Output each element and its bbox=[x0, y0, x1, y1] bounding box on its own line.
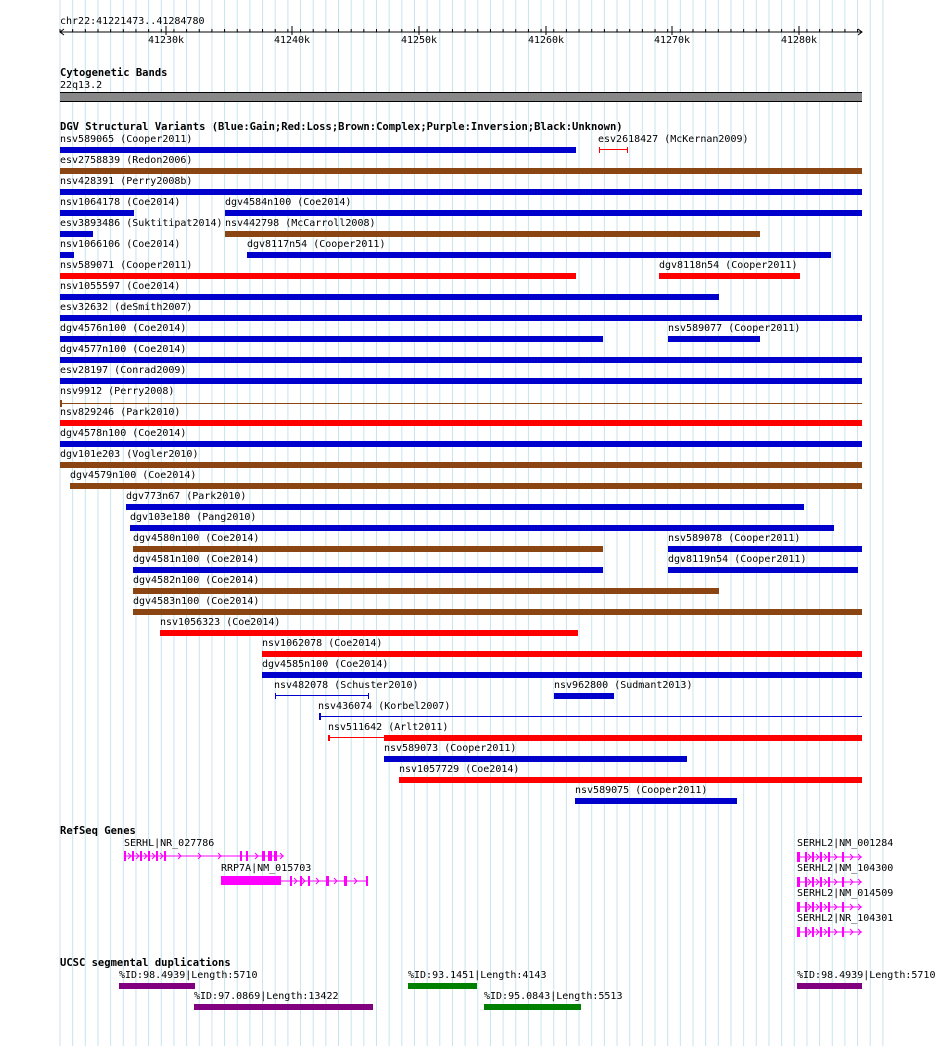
variant-label[interactable]: dgv8118n54 (Cooper2011) bbox=[659, 260, 798, 271]
segdup-track-title: UCSC segmental duplications bbox=[60, 957, 231, 969]
variant-label[interactable]: nsv1055597 (Coe2014) bbox=[60, 281, 181, 292]
variant-label[interactable]: dgv773n67 (Park2010) bbox=[126, 491, 247, 502]
gene-exon bbox=[812, 877, 814, 887]
gene-exon bbox=[842, 902, 844, 912]
variant-label[interactable]: nsv589071 (Cooper2011) bbox=[60, 260, 193, 271]
gene-label[interactable]: SERHL2|NR_104301 bbox=[797, 913, 894, 924]
variant-label[interactable]: nsv511642 (Arlt2011) bbox=[328, 722, 449, 733]
variant-label[interactable]: esv2758839 (Redon2006) bbox=[60, 155, 193, 166]
variant-label[interactable]: dgv4578n100 (Coe2014) bbox=[60, 428, 187, 439]
segdup-label[interactable]: %ID:93.1451|Length:4143 bbox=[408, 970, 547, 981]
segdup-bar[interactable] bbox=[797, 983, 862, 989]
segdup-bar[interactable] bbox=[119, 983, 195, 989]
variant-label[interactable]: nsv1066106 (Coe2014) bbox=[60, 239, 181, 250]
variant-label[interactable]: nsv589078 (Cooper2011) bbox=[668, 533, 801, 544]
gene-exon bbox=[797, 927, 800, 937]
gene-exon bbox=[366, 876, 368, 886]
gene-exon bbox=[344, 876, 347, 886]
gene-exon bbox=[820, 852, 822, 862]
variant-label[interactable]: nsv442798 (McCarroll2008) bbox=[225, 218, 376, 229]
variant-label[interactable]: dgv8117n54 (Cooper2011) bbox=[247, 239, 386, 250]
gene-exon bbox=[240, 851, 242, 861]
variant-label[interactable]: nsv589075 (Cooper2011) bbox=[575, 785, 708, 796]
dgv-track-title: DGV Structural Variants (Blue:Gain;Red:Loss;Brown:Complex;Purple:Inversion;Black:Unknown) bbox=[60, 121, 623, 133]
gene-exon bbox=[274, 851, 277, 861]
gene-exon bbox=[221, 876, 281, 885]
gene-exon bbox=[262, 851, 265, 861]
variant-label[interactable]: nsv1056323 (Coe2014) bbox=[160, 617, 281, 628]
gene-exon bbox=[148, 851, 150, 861]
gene-exon bbox=[797, 902, 800, 912]
gene-exon bbox=[797, 852, 800, 862]
gene-exon bbox=[797, 877, 800, 887]
variant-label[interactable]: nsv1062078 (Coe2014) bbox=[262, 638, 383, 649]
variant-label[interactable]: nsv589073 (Cooper2011) bbox=[384, 743, 517, 754]
gene-exon bbox=[246, 851, 248, 861]
variant-label[interactable]: esv2618427 (McKernan2009) bbox=[598, 134, 749, 145]
variant-label[interactable]: dgv103e180 (Pang2010) bbox=[130, 512, 257, 523]
gene-exon bbox=[805, 852, 807, 862]
variant-label[interactable]: dgv4582n100 (Coe2014) bbox=[133, 575, 260, 586]
variant-label[interactable]: nsv428391 (Perry2008b) bbox=[60, 176, 193, 187]
variant-label[interactable]: nsv962800 (Sudmant2013) bbox=[554, 680, 693, 691]
gene-exon bbox=[812, 852, 814, 862]
gene-label[interactable]: SERHL|NR_027786 bbox=[124, 838, 215, 849]
gene-exon bbox=[156, 851, 158, 861]
gene-exon bbox=[828, 852, 830, 862]
ruler-tick-label: 41260k bbox=[527, 35, 565, 46]
gene-exon bbox=[820, 902, 822, 912]
refseq-track-title: RefSeq Genes bbox=[60, 825, 136, 837]
variant-label[interactable]: dgv101e203 (Vogler2010) bbox=[60, 449, 199, 460]
segdup-label[interactable]: %ID:98.4939|Length:5710 bbox=[797, 970, 935, 981]
segdup-bar[interactable] bbox=[408, 983, 477, 989]
variant-label[interactable]: nsv829246 (Park2010) bbox=[60, 407, 181, 418]
ruler-tick-label: 41230k bbox=[147, 35, 185, 46]
variant-label[interactable]: dgv4579n100 (Coe2014) bbox=[70, 470, 197, 481]
variant-label[interactable]: esv28197 (Conrad2009) bbox=[60, 365, 187, 376]
ruler-tick-label: 41240k bbox=[273, 35, 311, 46]
segdup-label[interactable]: %ID:98.4939|Length:5710 bbox=[119, 970, 258, 981]
ruler-tick-label: 41270k bbox=[653, 35, 691, 46]
variant-label[interactable]: dgv4584n100 (Coe2014) bbox=[225, 197, 352, 208]
variant-label[interactable]: nsv1057729 (Coe2014) bbox=[399, 764, 520, 775]
gene-label[interactable]: SERHL2|NM_001284 bbox=[797, 838, 894, 849]
gene-exon bbox=[326, 876, 329, 886]
variant-label[interactable]: dgv4583n100 (Coe2014) bbox=[133, 596, 260, 607]
segdup-label[interactable]: %ID:95.0843|Length:5513 bbox=[484, 991, 623, 1002]
variant-label[interactable]: dgv4576n100 (Coe2014) bbox=[60, 323, 187, 334]
gene-exon bbox=[812, 902, 814, 912]
variant-label[interactable]: nsv1064178 (Coe2014) bbox=[60, 197, 181, 208]
cytoband-track-title: Cytogenetic Bands bbox=[60, 67, 168, 79]
gene-exon bbox=[268, 851, 272, 861]
gene-exon bbox=[828, 902, 830, 912]
gene-label[interactable]: SERHL2|NM_014509 bbox=[797, 888, 894, 899]
segdup-label[interactable]: %ID:97.0869|Length:13422 bbox=[194, 991, 339, 1002]
gene-exon bbox=[132, 851, 134, 861]
variant-label[interactable]: nsv482078 (Schuster2010) bbox=[274, 680, 419, 691]
variant-label[interactable]: dgv4577n100 (Coe2014) bbox=[60, 344, 187, 355]
gene-label[interactable]: RRP7A|NM_015703 bbox=[221, 863, 312, 874]
variant-label[interactable]: nsv589065 (Cooper2011) bbox=[60, 134, 193, 145]
ruler-tick-label: 41280k bbox=[780, 35, 818, 46]
gene-exon bbox=[300, 876, 302, 886]
segdup-bar[interactable] bbox=[194, 1004, 373, 1010]
gene-exon bbox=[124, 851, 126, 861]
gene-exon bbox=[828, 927, 830, 937]
gene-exon bbox=[805, 902, 807, 912]
variant-label[interactable]: dgv4581n100 (Coe2014) bbox=[133, 554, 260, 565]
variant-label[interactable]: nsv589077 (Cooper2011) bbox=[668, 323, 801, 334]
gene-exon bbox=[140, 851, 142, 861]
variant-label[interactable]: esv32632 (deSmith2007) bbox=[60, 302, 193, 313]
variant-label[interactable]: nsv436074 (Korbel2007) bbox=[318, 701, 451, 712]
ruler-tick-label: 41250k bbox=[400, 35, 438, 46]
gene-exon bbox=[805, 927, 807, 937]
gene-exon bbox=[812, 927, 814, 937]
cytoband-label: 22q13.2 bbox=[60, 80, 103, 91]
gene-exon bbox=[828, 877, 830, 887]
variant-label[interactable]: dgv8119n54 (Cooper2011) bbox=[668, 554, 807, 565]
variant-label[interactable]: esv3893486 (Suktitipat2014) bbox=[60, 218, 223, 229]
gene-exon bbox=[164, 851, 166, 861]
variant-label[interactable]: nsv9912 (Perry2008) bbox=[60, 386, 175, 397]
gene-exon bbox=[308, 876, 310, 886]
position-label: chr22:41221473..41284780 bbox=[60, 16, 205, 27]
variant-label[interactable]: dgv4585n100 (Coe2014) bbox=[262, 659, 389, 670]
gene-exon bbox=[842, 852, 844, 862]
gene-exon bbox=[842, 927, 844, 937]
gene-exon bbox=[842, 877, 844, 887]
variant-label[interactable]: dgv4580n100 (Coe2014) bbox=[133, 533, 260, 544]
segdup-bar[interactable] bbox=[484, 1004, 581, 1010]
gene-exon bbox=[805, 877, 807, 887]
gene-exon bbox=[290, 876, 292, 886]
gene-exon bbox=[820, 927, 822, 937]
gene-label[interactable]: SERHL2|NM_104300 bbox=[797, 863, 894, 874]
gene-exon bbox=[820, 877, 822, 887]
